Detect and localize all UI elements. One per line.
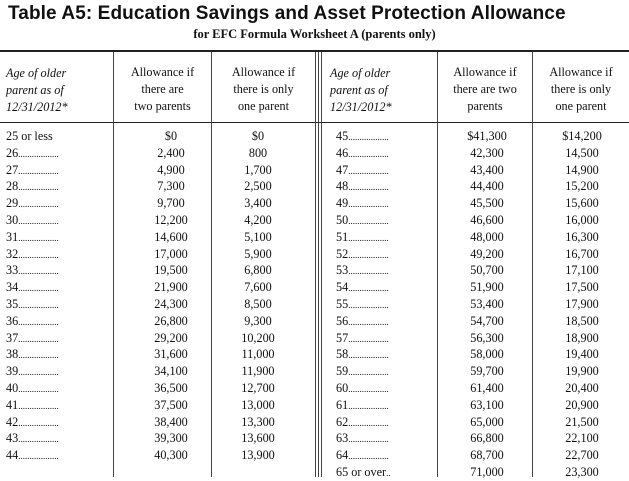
leader-dots: ..................: [18, 283, 59, 294]
right-age-cell: [336, 262, 436, 279]
header-one-parent-right: [533, 64, 629, 115]
right-one-parent-cell: 20,900: [565, 397, 599, 412]
age-value: 44: [6, 448, 19, 463]
right-two-parents-cell: 54,700: [470, 313, 504, 328]
left-two-parents-cell: 21,900: [154, 280, 188, 295]
age-value: 51: [336, 229, 349, 244]
leader-dots: ..................: [18, 400, 59, 411]
header-two-parents-right: [438, 64, 532, 115]
age-value: 63: [336, 431, 349, 446]
leader-dots: ..................: [18, 148, 59, 159]
table-row: [0, 414, 629, 431]
left-age-cell: [6, 380, 114, 397]
left-two-parents-cell: 24,300: [154, 296, 188, 311]
page-title: Table A5: Education Savings and Asset Protection Allowance: [8, 3, 566, 24]
left-two-parents-cell: 26,800: [154, 313, 188, 328]
table-row: [0, 397, 629, 414]
right-two-parents-cell: 49,200: [470, 246, 504, 261]
leader-dots: ..................: [18, 417, 59, 428]
right-age-cell: [336, 346, 436, 363]
leader-dots: ..................: [18, 232, 59, 243]
right-one-parent-cell: 22,100: [565, 431, 599, 446]
header-line: 12/31/2012*: [6, 100, 68, 114]
table-row: [0, 212, 629, 229]
leader-dots: ..................: [348, 383, 389, 394]
age-value: 47: [336, 162, 349, 177]
age-value: 25 or less: [6, 129, 53, 143]
left-one-parent-cell: 800: [248, 145, 268, 160]
left-two-parents-cell: 29,200: [154, 330, 188, 345]
left-two-parents-cell: 31,600: [154, 347, 188, 362]
header-line: one parent: [237, 99, 290, 113]
age-value: 46: [336, 145, 349, 160]
right-age-cell: [336, 363, 436, 380]
left-two-parents-cell: 34,100: [154, 364, 188, 379]
left-age-cell: [6, 279, 114, 296]
age-value: 29: [6, 196, 19, 211]
left-age-cell: [6, 246, 114, 263]
right-one-parent-cell: 18,900: [565, 330, 599, 345]
age-value: 60: [336, 380, 349, 395]
table-row: [0, 430, 629, 447]
leader-dots: ..................: [18, 367, 59, 378]
left-one-parent-cell: 13,000: [241, 397, 275, 412]
right-one-parent-cell: 19,400: [565, 347, 599, 362]
left-two-parents-cell: 7,300: [157, 179, 185, 194]
age-value: 58: [336, 347, 349, 362]
leader-dots: ..................: [18, 249, 59, 260]
left-one-parent-cell: 13,300: [241, 414, 275, 429]
leader-dots: ..................: [18, 451, 59, 462]
table-row: [0, 363, 629, 380]
age-value: 53: [336, 263, 349, 278]
leader-dots: ..................: [18, 266, 59, 277]
leader-dots: ..................: [348, 350, 389, 361]
leader-dots: ..................: [18, 199, 59, 210]
right-age-cell: [336, 229, 436, 246]
leader-dots: ..................: [18, 333, 59, 344]
right-age-cell: [336, 246, 436, 263]
right-age-cell: [336, 128, 436, 145]
leader-dots: ..................: [348, 266, 389, 277]
leader-dots: ..................: [18, 350, 59, 361]
left-age-cell: [6, 330, 114, 347]
age-value: 33: [6, 263, 19, 278]
left-one-parent-cell: 4,200: [244, 212, 272, 227]
age-value: 40: [6, 380, 19, 395]
age-value: 28: [6, 179, 19, 194]
age-value: 39: [6, 364, 19, 379]
left-one-parent-cell: 5,900: [244, 246, 272, 261]
age-value: 48: [336, 179, 349, 194]
age-value: 61: [336, 397, 349, 412]
age-value: 55: [336, 296, 349, 311]
left-age-cell: [6, 162, 114, 179]
right-one-parent-cell: 19,900: [565, 364, 599, 379]
leader-dots: ..................: [348, 182, 389, 193]
leader-dots: ..................: [18, 434, 59, 445]
age-value: 56: [336, 313, 349, 328]
leader-dots: ..................: [348, 249, 389, 260]
right-age-cell: [336, 313, 436, 330]
right-age-cell: [336, 162, 436, 179]
header-two-parents-left: [114, 64, 211, 115]
header-line: parent as of: [6, 83, 64, 97]
left-age-cell: [6, 346, 114, 363]
right-two-parents-cell: 43,400: [470, 162, 504, 177]
leader-dots: ..................: [18, 299, 59, 310]
left-one-parent-cell: 2,500: [244, 179, 272, 194]
left-two-parents-cell: 37,500: [154, 397, 188, 412]
age-value: 26: [6, 145, 19, 160]
right-two-parents-cell: 42,300: [470, 145, 504, 160]
table-row: [0, 145, 629, 162]
left-one-parent-cell: 9,300: [244, 313, 272, 328]
age-value: 42: [6, 414, 19, 429]
leader-dots: ..................: [348, 283, 389, 294]
right-two-parents-cell: 68,700: [470, 448, 504, 463]
right-one-parent-cell: 18,500: [565, 313, 599, 328]
leader-dots: ..................: [18, 316, 59, 327]
leader-dots: ..................: [348, 148, 389, 159]
right-age-cell: [336, 330, 436, 347]
age-value: 31: [6, 229, 19, 244]
right-one-parent-cell: 17,500: [565, 280, 599, 295]
leader-dots: ..................: [18, 383, 59, 394]
table-row: [0, 162, 629, 179]
leader-dots: ..................: [348, 333, 389, 344]
leader-dots: ..................: [348, 367, 389, 378]
table-row: [0, 380, 629, 397]
left-one-parent-cell: 3,400: [244, 196, 272, 211]
left-one-parent-cell: 13,900: [241, 448, 275, 463]
left-one-parent-cell: 7,600: [244, 280, 272, 295]
right-one-parent-cell: 21,500: [565, 414, 599, 429]
right-one-parent-cell: 20,400: [565, 380, 599, 395]
right-two-parents-cell: 59,700: [470, 364, 504, 379]
age-value: 27: [6, 162, 19, 177]
right-one-parent-cell: 16,000: [565, 212, 599, 227]
left-age-cell: [6, 178, 114, 195]
age-value: 34: [6, 280, 19, 295]
age-value: 43: [6, 431, 19, 446]
left-age-cell: [6, 397, 114, 414]
leader-dots: ..................: [348, 316, 389, 327]
right-age-cell: [336, 447, 436, 464]
left-age-cell: [6, 414, 114, 431]
left-two-parents-cell: 19,500: [154, 263, 188, 278]
right-one-parent-cell: 15,200: [565, 179, 599, 194]
header-line: there are two: [453, 82, 517, 96]
right-two-parents-cell: 46,600: [470, 212, 504, 227]
header-age-right: [330, 65, 436, 116]
right-one-parent-cell: 17,900: [565, 296, 599, 311]
left-one-parent-cell: 10,200: [241, 330, 275, 345]
left-age-cell: [6, 229, 114, 246]
leader-dots: ..................: [18, 182, 59, 193]
leader-dots: ..................: [18, 215, 59, 226]
left-age-cell: [6, 145, 114, 162]
right-two-parents-cell: 53,400: [470, 296, 504, 311]
table-row: [0, 246, 629, 263]
header-line: Age of older: [330, 66, 391, 80]
right-two-parents-cell: 63,100: [470, 397, 504, 412]
age-value: 59: [336, 364, 349, 379]
right-age-cell: [336, 212, 436, 229]
left-two-parents-cell: 36,500: [154, 380, 188, 395]
left-one-parent-cell: 13,600: [241, 431, 275, 446]
left-one-parent-cell: 11,900: [241, 364, 275, 379]
header-line: Allowance if: [231, 65, 296, 79]
left-two-parents-cell: 40,300: [154, 448, 188, 463]
table-row: [0, 262, 629, 279]
header-line: there are: [141, 82, 184, 96]
left-age-cell: [6, 296, 114, 313]
header-line: one parent: [555, 99, 607, 113]
header-line: Age of older: [6, 66, 67, 80]
right-two-parents-cell: 56,300: [470, 330, 504, 345]
header-line: Allowance if: [549, 65, 613, 79]
left-one-parent-cell: 1,700: [244, 162, 272, 177]
age-value: 32: [6, 246, 19, 261]
header-line: Allowance if: [130, 65, 195, 79]
right-two-parents-cell: 66,800: [470, 431, 504, 446]
right-age-cell: [336, 145, 436, 162]
age-value: 50: [336, 212, 349, 227]
age-value: 52: [336, 246, 349, 261]
left-two-parents-cell: $0: [164, 129, 178, 143]
right-one-parent-cell: 17,100: [565, 263, 599, 278]
leader-dots: ..................: [348, 434, 389, 445]
table-row: [0, 313, 629, 330]
header-line: parent as of: [330, 83, 388, 97]
header-one-parent-left: [212, 64, 315, 115]
left-age-cell: [6, 212, 114, 229]
leader-dots: ..................: [348, 400, 389, 411]
right-one-parent-cell: $14,200: [562, 129, 602, 143]
left-one-parent-cell: $0: [251, 129, 265, 143]
header-line: parents: [467, 99, 503, 113]
right-two-parents-cell: 61,400: [470, 380, 504, 395]
left-two-parents-cell: 4,900: [157, 162, 185, 177]
right-one-parent-cell: 23,300: [565, 464, 599, 479]
leader-dots: ..................: [348, 232, 389, 243]
age-value: 38: [6, 347, 19, 362]
header-line: 12/31/2012*: [330, 100, 392, 114]
left-two-parents-cell: 39,300: [154, 431, 188, 446]
left-age-cell: [6, 430, 114, 447]
table-row: [0, 229, 629, 246]
right-one-parent-cell: 14,500: [565, 145, 599, 160]
right-age-cell: [336, 178, 436, 195]
left-two-parents-cell: 17,000: [154, 246, 188, 261]
left-age-cell: [6, 313, 114, 330]
leader-dots: ..................: [348, 132, 389, 142]
leader-dots: ..................: [348, 199, 389, 210]
age-value: 64: [336, 448, 349, 463]
left-one-parent-cell: 11,000: [241, 347, 275, 362]
table-row: [0, 279, 629, 296]
leader-dots: ..: [386, 467, 391, 478]
left-two-parents-cell: 14,600: [154, 229, 188, 244]
left-two-parents-cell: 38,400: [154, 414, 188, 429]
age-value: 41: [6, 397, 19, 412]
left-one-parent-cell: 12,700: [241, 380, 275, 395]
table-row: [0, 330, 629, 347]
age-value: 49: [336, 196, 349, 211]
right-two-parents-cell: 45,500: [470, 196, 504, 211]
table-row: [0, 128, 629, 145]
right-two-parents-cell: 50,700: [470, 263, 504, 278]
table-row: [0, 178, 629, 195]
left-one-parent-cell: 6,800: [244, 263, 272, 278]
left-age-cell: [6, 363, 114, 380]
right-two-parents-cell: $41,300: [467, 129, 507, 143]
leader-dots: ..................: [348, 451, 389, 462]
right-one-parent-cell: 16,300: [565, 229, 599, 244]
left-one-parent-cell: 8,500: [244, 296, 272, 311]
header-age-left: [6, 65, 106, 116]
age-value: 35: [6, 296, 19, 311]
left-two-parents-cell: 2,400: [157, 145, 185, 160]
table-row: [0, 447, 629, 464]
left-age-cell: [6, 447, 114, 464]
age-value: 54: [336, 280, 349, 295]
table-row: [0, 464, 629, 481]
age-value: 65 or over: [336, 464, 387, 479]
right-age-cell: [336, 195, 436, 212]
age-value: 30: [6, 212, 19, 227]
left-age-cell: [6, 195, 114, 212]
right-age-cell: [336, 296, 436, 313]
left-two-parents-cell: 12,200: [154, 212, 188, 227]
right-two-parents-cell: 65,000: [470, 414, 504, 429]
right-two-parents-cell: 44,400: [470, 179, 504, 194]
right-two-parents-cell: 71,000: [470, 464, 504, 479]
header-line: there is only: [550, 82, 612, 96]
header-line: two parents: [134, 99, 191, 113]
leader-dots: ..................: [348, 299, 389, 310]
age-value: 57: [336, 330, 349, 345]
right-one-parent-cell: 14,900: [565, 162, 599, 177]
right-age-cell: [336, 414, 436, 431]
header-line: there is only: [233, 82, 294, 96]
right-age-cell: [336, 279, 436, 296]
header-line: Allowance if: [453, 65, 517, 79]
right-one-parent-cell: 15,600: [565, 196, 599, 211]
leader-dots: ..................: [18, 165, 59, 176]
age-value: 36: [6, 313, 19, 328]
age-value: 45: [336, 129, 349, 143]
left-age-cell: [6, 262, 114, 279]
table-row: [0, 296, 629, 313]
right-one-parent-cell: 22,700: [565, 448, 599, 463]
age-value: 37: [6, 330, 19, 345]
page-subtitle: for EFC Formula Worksheet A (parents only): [193, 27, 436, 41]
table-row: [0, 195, 629, 212]
right-two-parents-cell: 48,000: [470, 229, 504, 244]
leader-dots: ..................: [348, 417, 389, 428]
right-two-parents-cell: 51,900: [470, 280, 504, 295]
table-body: [0, 128, 629, 481]
left-two-parents-cell: 9,700: [157, 196, 185, 211]
left-age-cell: [6, 128, 114, 145]
right-age-cell: [336, 380, 436, 397]
age-value: 62: [336, 414, 349, 429]
right-two-parents-cell: 58,000: [470, 347, 504, 362]
leader-dots: ..................: [348, 215, 389, 226]
right-age-cell: [336, 464, 436, 481]
leader-dots: ..................: [348, 165, 389, 176]
right-one-parent-cell: 16,700: [565, 246, 599, 261]
right-age-cell: [336, 430, 436, 447]
table-row: [0, 346, 629, 363]
right-age-cell: [336, 397, 436, 414]
left-one-parent-cell: 5,100: [244, 229, 272, 244]
